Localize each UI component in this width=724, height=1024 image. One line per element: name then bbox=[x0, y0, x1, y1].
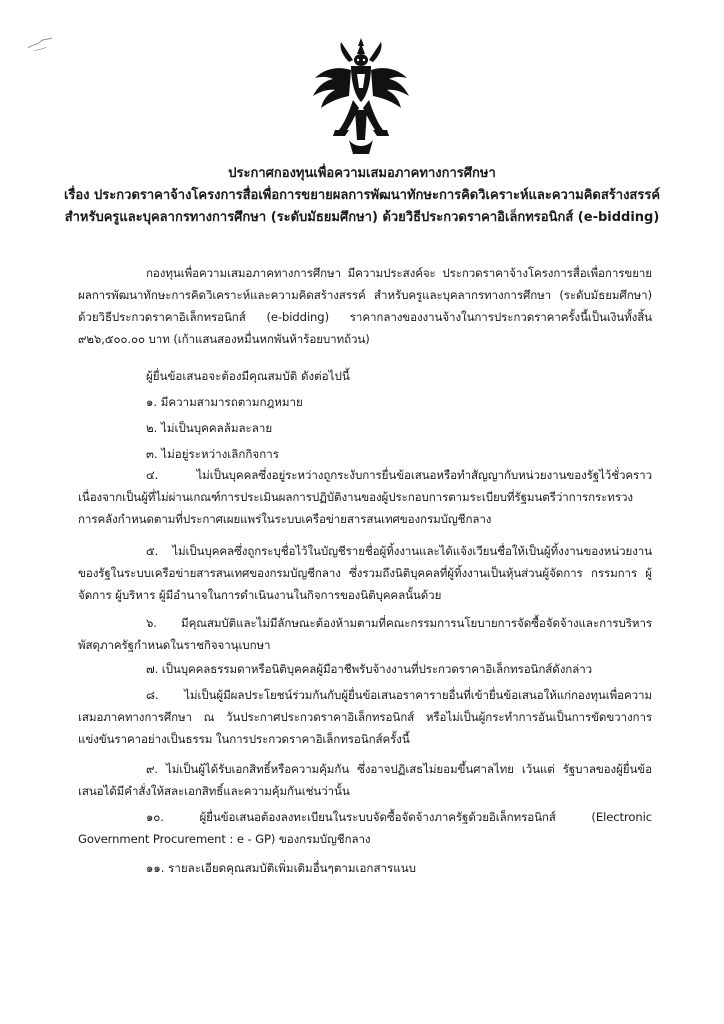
qualification-text: ๕. ไม่เป็นบุคคลซึ่งถูกระบุชื่อไว้ในบัญชีรายชื่อผู้ทิ้งงานและได้แจ้งเวียนชื่อให้เป็นผู้ทิ้งงานของหน่วยงานของรัฐในระบบเครือข่ายสารสนเทศของกรมบัญชีกลาง ซึ่งรวมถึงนิติบุคคลที่ผู้ทิ้งงานเป็นหุ้นส่วนผู้จัดการ กรรมการ ผู้จัดการ ผู้บริหาร ผู้มีอำนาจในการดำเนินงานในกิจการของนิติบุคคลนั้นด้วย bbox=[78, 544, 652, 602]
qualification-item bbox=[78, 684, 652, 750]
announcement-title: ประกาศกองทุนเพื่อความเสมอภาคทางการศึกษา bbox=[228, 166, 496, 181]
qualification-item: ๓. ไม่อยู่ระหว่างเลิกกิจการ bbox=[146, 447, 279, 461]
qualification-text: ๑๐. ผู้ยื่นข้อเสนอต้องลงทะเบียนในระบบจัดซื้อจัดจ้างภาครัฐด้วยอิเล็กทรอนิกส์ (Electronic Government Procurement : e - GP) ของกรมบัญชีกลาง bbox=[78, 810, 652, 846]
qualification-text: ๘. ไม่เป็นผู้มีผลประโยชน์ร่วมกันกับผู้ยื่นข้อเสนอราคารายอื่นที่เข้ายื่นข้อเสนอให้แก่กองทุนเพื่อความเสมอภาคทางการศึกษา ณ วันประกาศประกวดราคาอิเล็กทรอนิกส์ หรือไม่เป็นผู้กระทำการอันเป็นการขัดขวางการแข่งขันราคาอย่างเป็นธรรม ในการประกวดราคาอิเล็กทรอนิกส์ครั้งนี้ bbox=[78, 688, 652, 746]
qualification-item bbox=[78, 612, 652, 656]
qualification-text: ๗. เป็นบุคคลธรรมดาหรือนิติบุคคลผู้มีอาชีพรับจ้างงานที่ประกวดราคาอิเล็กทรอนิกส์ดังกล่าว bbox=[146, 662, 593, 676]
garuda-emblem bbox=[309, 36, 413, 158]
qualifications-heading: ผู้ยื่นข้อเสนอจะต้องมีคุณสมบัติ ดังต่อไปนี้ bbox=[146, 369, 350, 383]
announcement-subject-line1: เรื่อง ประกวดราคาจ้างโครงการสื่อเพื่อการขยายผลการพัฒนาทักษะการคิดวิเคราะห์และความคิดสร้างสรรค์ bbox=[63, 188, 661, 203]
qualification-item bbox=[78, 464, 652, 530]
qualification-item: ๒. ไม่เป็นบุคคลล้มละลาย bbox=[146, 421, 273, 435]
intro-text: กองทุนเพื่อความเสมอภาคทางการศึกษา มีความประสงค์จะ ประกวดราคาจ้างโครงการสื่อเพื่อการขยายผลการพัฒนาทักษะการคิดวิเคราะห์และความคิดสร้างสรรค์ สำหรับครูและบุคลากรทางการศึกษา (ระดับมัธยมศึกษา) ด้วยวิธีประกวดราคาอิเล็กทรอนิกส์ (e-bidding) ราคากลางของงานจ้างในการประกวดราคาครั้งนี้เป็นเงินทั้งสิ้น ๙๒๖,๕๐๐.๐๐ บาท (เก้าแสนสองหมื่นหกพันห้าร้อยบาทถ้วน) bbox=[78, 266, 652, 346]
qualification-text: ๔. ไม่เป็นบุคคลซึ่งอยู่ระหว่างถูกระงับการยื่นข้อเสนอหรือทำสัญญากับหน่วยงานของรัฐไว้ชั่วคราวเนื่องจากเป็นผู้ที่ไม่ผ่านเกณฑ์การประเมินผลการปฏิบัติงานของผู้ประกอบการตามระเบียบที่รัฐมนตรีว่าการกระทรวงการคลังกำหนดตามที่ประกาศเผยแพร่ในระบบเครือข่ายสารสนเทศของกรมบัญชีกลาง bbox=[78, 468, 652, 526]
qualification-item: ๑๑. รายละเอียดคุณสมบัติเพิ่มเติมอื่นๆตามเอกสารแนบ bbox=[146, 861, 417, 875]
qualification-text: ๖. มีคุณสมบัติและไม่มีลักษณะต้องห้ามตามที่คณะกรรมการนโยบายการจัดซื้อจัดจ้างและการบริหารพัสดุภาครัฐกำหนดในราชกิจจานุเบกษา bbox=[78, 616, 652, 652]
qualification-text: ๙. ไม่เป็นผู้ได้รับเอกสิทธิ์หรือความคุ้มกัน ซึ่งอาจปฏิเสธไม่ยอมขึ้นศาลไทย เว้นแต่ รัฐบาลของผู้ยื่นข้อเสนอได้มีคำสั่งให้สละเอกสิทธิ์และความคุ้มกันเช่นว่านั้น bbox=[78, 762, 652, 798]
qualification-item: ๑. มีความสามารถตามกฎหมาย bbox=[146, 395, 303, 409]
handwritten-mark bbox=[26, 34, 56, 54]
qualification-item bbox=[78, 658, 652, 680]
qualification-item bbox=[78, 806, 652, 850]
intro-paragraph bbox=[78, 262, 652, 350]
qualification-item bbox=[78, 540, 652, 606]
qualification-item bbox=[78, 758, 652, 802]
announcement-subject-line2: สำหรับครูและบุคลากรทางการศึกษา (ระดับมัธยมศึกษา) ด้วยวิธีประกวดราคาอิเล็กทรอนิกส์ (e-bidding) bbox=[64, 210, 660, 225]
